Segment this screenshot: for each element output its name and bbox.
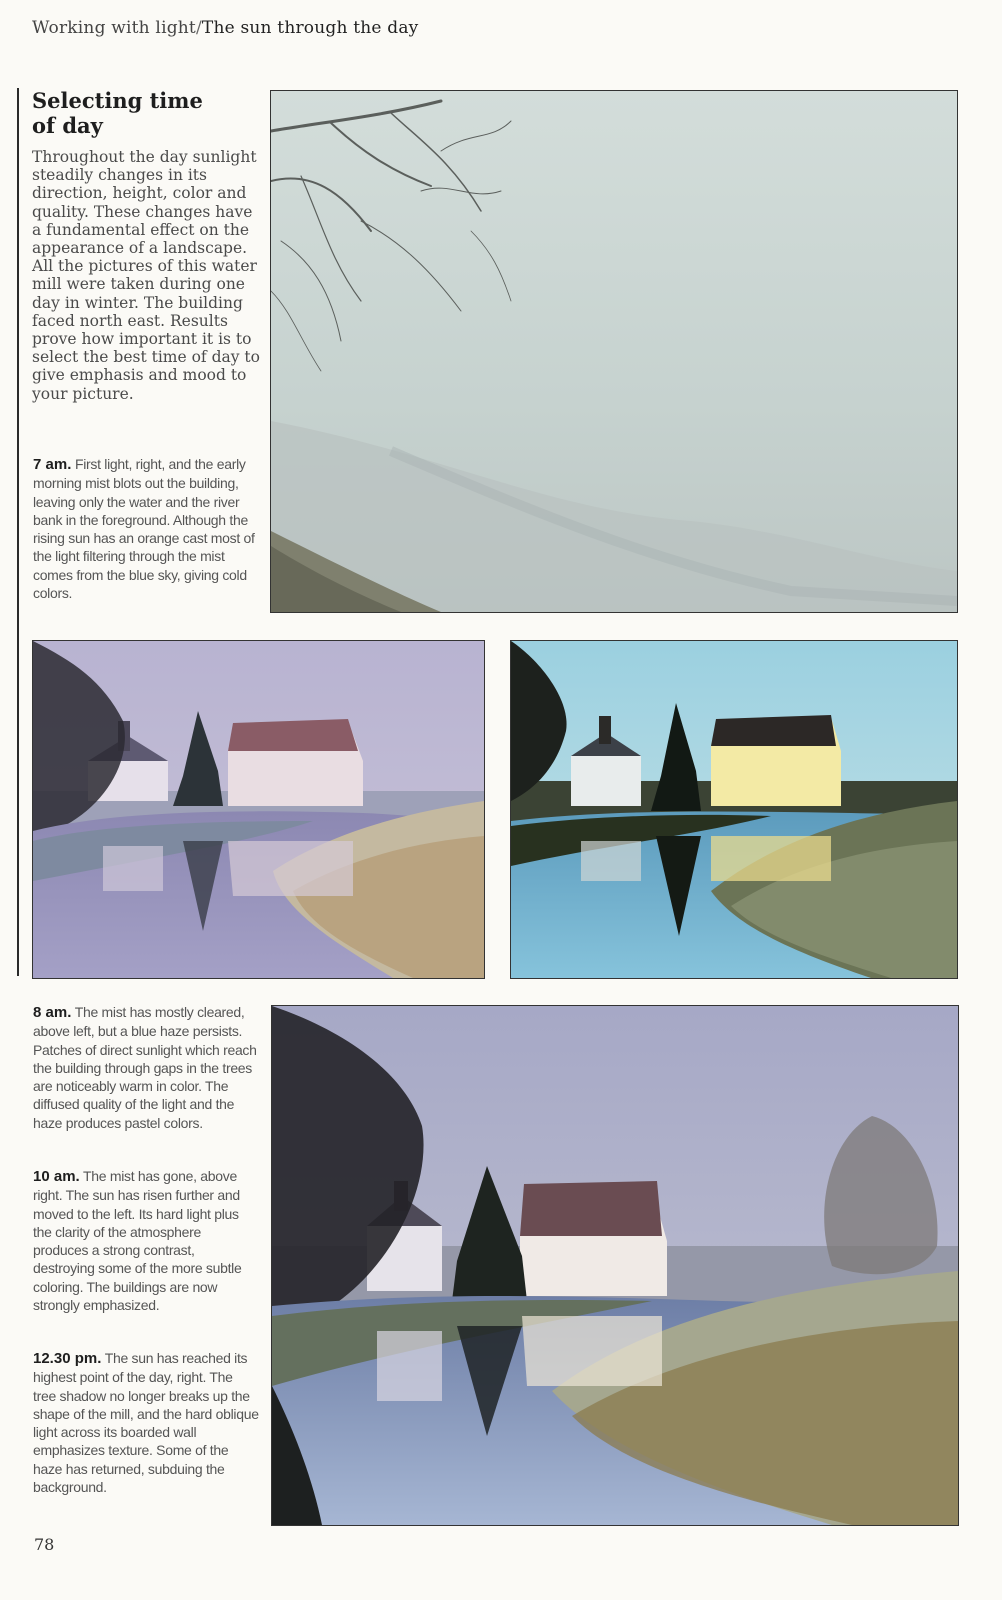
title-line-1: Selecting time	[32, 88, 203, 113]
caption-time: 10 am.	[33, 1168, 80, 1185]
article-title	[32, 88, 262, 138]
header-section: Working with light	[32, 18, 196, 38]
photo-1230pm	[271, 1005, 959, 1526]
caption-time: 8 am.	[33, 1004, 72, 1021]
caption-time: 12.30 pm.	[33, 1350, 102, 1367]
caption-text: The sun has reached its highest point of the day, right. The tree shadow no longer breaks up the shape of the mill, and the hard oblique light across its boarded wall emphasizes texture. Some of the haze has returned, subduing the background.	[33, 1350, 259, 1496]
caption-10am	[33, 1167, 259, 1314]
caption-text: The mist has gone, above right. The sun has risen further and moved to the left. Its hard light plus the clarity of the atmosphere produces a strong contrast, destroying some of the more subtle coloring. The buildings are now strongly emphasized.	[33, 1168, 242, 1314]
margin-rule	[17, 88, 19, 976]
photo-8am	[32, 640, 485, 979]
title-line-2: of day	[32, 113, 103, 138]
header-subsection: The sun through the day	[201, 18, 419, 38]
header-separator: /	[195, 18, 202, 38]
caption-1230pm	[33, 1349, 259, 1496]
page-number: 78	[34, 1535, 55, 1554]
caption-time: 7 am.	[33, 456, 72, 473]
intro-paragraph: Throughout the day sunlight steadily changes in its direction, height, color and quality. These changes have a fundamental effect on the appearance of a landscape. All the pictures of this water mill were taken during one day in winter. The building faced north east. Results prove how important it is to select the best time of day to give emphasis and mood to your picture.	[32, 148, 260, 403]
photo-7am-mist	[270, 90, 958, 613]
caption-text: First light, right, and the early morning mist blots out the building, leaving only the water and the river bank in the foreground. Although the rising sun has an orange cast most of the light filtering through the mist comes from the blue sky, giving cold colors.	[33, 456, 255, 602]
caption-7am	[33, 455, 259, 602]
photo-10am	[510, 640, 958, 979]
running-head	[32, 18, 418, 38]
caption-8am	[33, 1003, 259, 1132]
caption-text: The mist has mostly cleared, above left, but a blue haze persists. Patches of direct sunlight which reach the building through gaps in the trees are noticeably warm in color. The diffused quality of the light and the haze produces pastel colors.	[33, 1004, 257, 1131]
